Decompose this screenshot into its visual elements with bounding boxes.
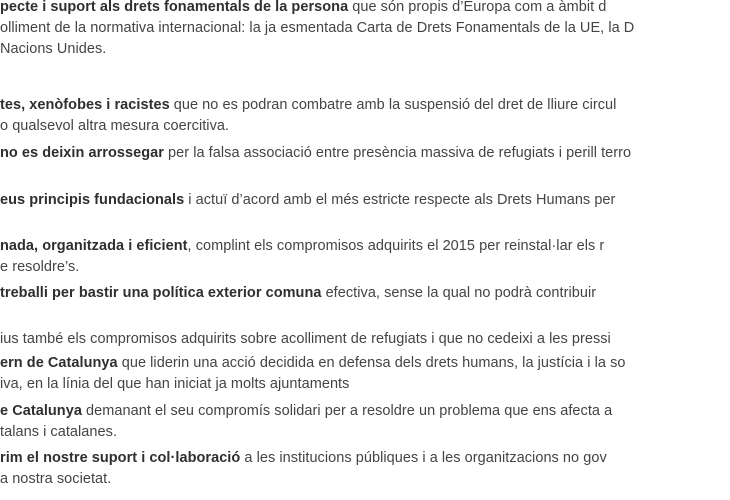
line-text: que són propis d’Europa com a àmbit d — [348, 0, 607, 15]
line-text: olliment de la normativa internacional: la ja esmentada Carta de Drets Fonamentals de la UE, la D — [0, 20, 635, 36]
text-line — [0, 257, 604, 278]
line-text: e resoldre’s. — [0, 259, 80, 275]
line-text: , complint els compromisos adquirits el 2015 per reinstal·lar els r — [187, 238, 605, 254]
text-line — [0, 422, 612, 443]
text-line — [0, 329, 611, 350]
paragraph — [0, 190, 615, 211]
text-line — [0, 190, 615, 211]
line-text: talans i catalanes. — [0, 424, 118, 440]
line-text: efectiva, sense la qual no podrà contribuir — [321, 285, 597, 301]
paragraph — [0, 236, 604, 278]
text-line — [0, 353, 625, 374]
paragraph — [0, 353, 625, 395]
paragraph — [0, 0, 634, 60]
text-line — [0, 401, 612, 422]
line-text: a les institucions públiques i a les organitzacions no gov — [240, 450, 607, 466]
bold-phrase: e Catalunya — [0, 403, 82, 419]
text-line — [0, 469, 607, 490]
line-text: iva, en la línia del que han iniciat ja molts ajuntaments — [0, 376, 350, 392]
line-text: que no es podran combatre amb la suspensió del dret de lliure circul — [169, 97, 617, 113]
line-text: i actuï d’acord amb el més estricte respecte als Drets Humans per — [184, 192, 616, 208]
line-text: Nacions Unides. — [0, 41, 107, 57]
paragraph — [0, 448, 607, 490]
line-text: ius també els compromisos adquirits sobre acolliment de refugiats i que no cedeixi a les pressi — [0, 331, 611, 347]
paragraph — [0, 143, 631, 164]
paragraph — [0, 95, 616, 137]
bold-phrase: rim el nostre suport i col·laboració — [0, 450, 241, 466]
text-line — [0, 236, 604, 257]
bold-phrase: tes, xenòfobes i racistes — [0, 97, 170, 113]
text-line — [0, 448, 607, 469]
text-line — [0, 374, 625, 395]
bold-phrase: ern de Catalunya — [0, 355, 118, 371]
text-line — [0, 39, 634, 60]
text-line — [0, 283, 596, 304]
paragraph — [0, 401, 612, 443]
paragraph — [0, 329, 611, 350]
bold-phrase: no es deixin arrossegar — [0, 145, 164, 161]
text-line — [0, 18, 634, 39]
text-line — [0, 116, 616, 137]
line-text: que liderin una acció decidida en defensa dels drets humans, la justícia i la so — [117, 355, 626, 371]
bold-phrase: pecte i suport als drets fonamentals de la persona — [0, 0, 349, 15]
bold-phrase: nada, organitzada i eficient — [0, 238, 188, 254]
text-line — [0, 143, 631, 164]
line-text: demanant el seu compromís solidari per a resoldre un problema que ens afecta a — [81, 403, 613, 419]
paragraph — [0, 283, 596, 304]
line-text: a nostra societat. — [0, 471, 112, 487]
text-line — [0, 0, 634, 18]
line-text: per la falsa associació entre presència massiva de refugiats i perill terro — [163, 145, 632, 161]
line-text: o qualsevol altra mesura coercitiva. — [0, 118, 230, 134]
bold-phrase: treballi per bastir una política exterior comuna — [0, 285, 322, 301]
bold-phrase: eus principis fundacionals — [0, 192, 185, 208]
text-line — [0, 95, 616, 116]
